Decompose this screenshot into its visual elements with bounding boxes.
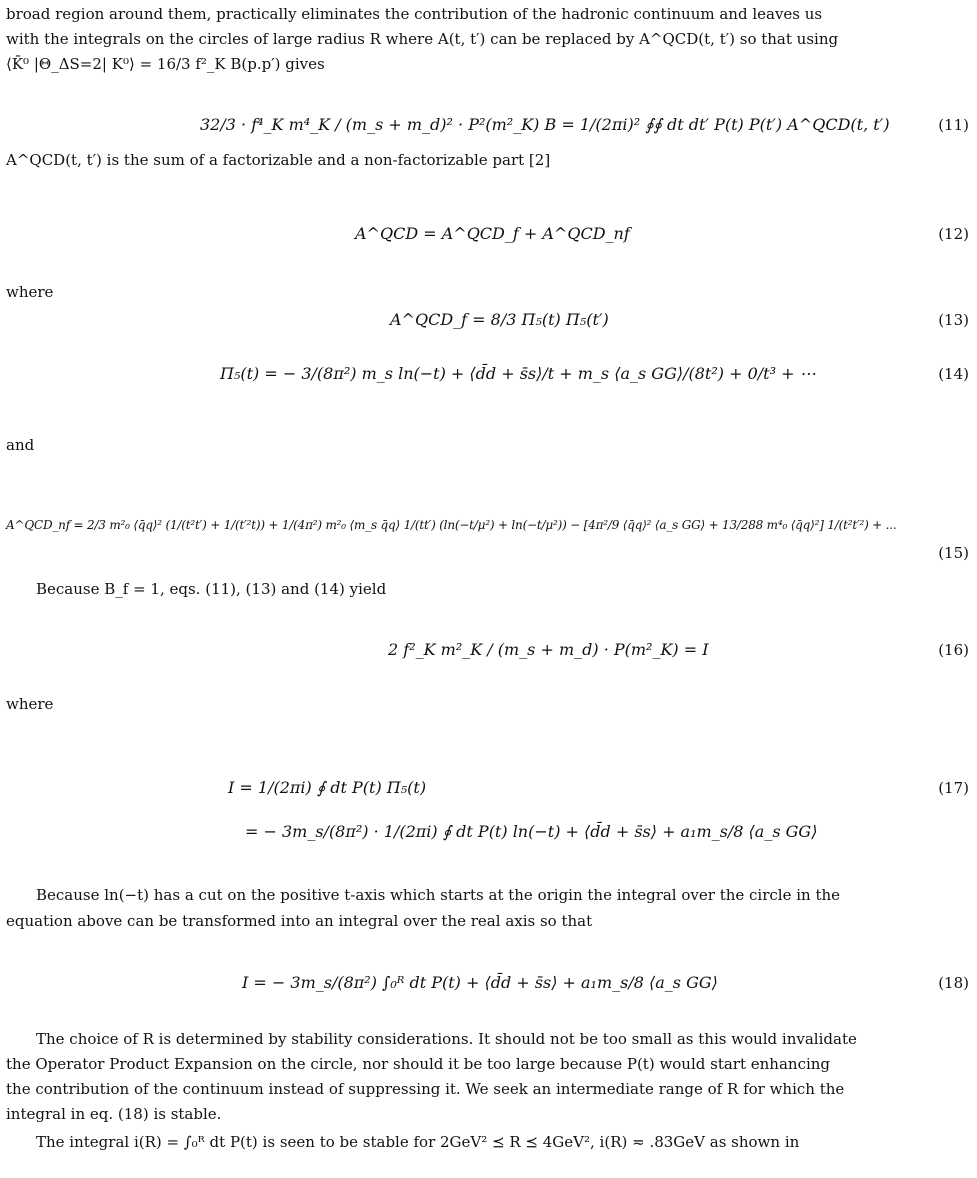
equation-15-number: (15): [938, 544, 969, 562]
choice-line-2: the Operator Product Expansion on the circle, nor should it be too large because P(t) would start enhancing: [6, 1055, 831, 1073]
intro-line-2: with the integrals on the circles of large radius R where A(t, t′) can be replaced by A^QCD(t, t′) so that using: [6, 30, 839, 48]
equation-13: [0, 300, 977, 340]
equation-13-body: A^QCD_f = 8/3 Π₅(t) Π₅(t′): [390, 310, 609, 329]
equation-15-body: A^QCD_nf = 2/3 m²₀ ⟨q̄q⟩² (1/(t²t′) + 1/(t′²t)) + 1/(4π²) m²₀ ⟨m_s q̄q⟩ 1/(tt′) (ln(−t/μ²) + ln(−t/μ²)) − [4π²/9 ⟨q̄q⟩² ⟨a_s GG⟩ + 13/288 m⁴₀ ⟨q̄q⟩²] 1/(t²t′²) + ...: [6, 518, 897, 532]
because-paragraph-line-1: Because ln(−t) has a cut on the positive t-axis which starts at the origin the integral over the circle in the: [36, 886, 841, 904]
equation-18-number: (18): [938, 974, 969, 992]
where-label-1: where: [6, 283, 54, 301]
choice-line-1: The choice of R is determined by stability considerations. It should not be too small as this would invalidate: [36, 1030, 857, 1048]
because-line-1: Because B_f = 1, eqs. (11), (13) and (14) yield: [36, 580, 387, 598]
paragraph-after-11: A^QCD(t, t′) is the sum of a factorizable and a non-factorizable part [2]: [6, 151, 551, 169]
equation-17-line-2: = − 3m_s/(8π²) · 1/(2πi) ∮ dt P(t) ln(−t) + ⟨d̄d + s̄s⟩ + a₁m_s/8 ⟨a_s GG⟩: [245, 822, 818, 841]
intro-line-1: broad region around them, practically eliminates the contribution of the hadronic continuum and leaves us: [6, 5, 823, 23]
equation-13-number: (13): [938, 311, 969, 329]
equation-17: [0, 773, 977, 863]
equation-11-number: (11): [938, 116, 969, 134]
equation-12-number: (12): [938, 225, 969, 243]
equation-14: [0, 349, 977, 389]
equation-18: [0, 958, 977, 998]
equation-11-body: 32/3 · f⁴_K m⁴_K / (m_s + m_d)² · P²(m²_K) B = 1/(2πi)² ∮∮ dt dt′ P(t) P(t′) A^QCD(t, t′): [200, 115, 890, 134]
and-label: and: [6, 436, 35, 454]
equation-16-body: 2 f²_K m²_K / (m_s + m_d) · P(m²_K) = I: [388, 640, 709, 659]
equation-14-number: (14): [938, 365, 969, 383]
because-paragraph-line-2: equation above can be transformed into an integral over the real axis so that: [6, 912, 593, 930]
equation-16: [0, 625, 977, 665]
equation-14-body: Π₅(t) = − 3/(8π²) m_s ln(−t) + ⟨d̄d + s̄s⟩/t + m_s ⟨a_s GG⟩/(8t²) + 0/t³ + ⋯: [220, 364, 816, 383]
equation-17-line-1: I = 1/(2πi) ∮ dt P(t) Π₅(t): [228, 778, 427, 797]
choice-line-4: integral in eq. (18) is stable.: [6, 1105, 222, 1123]
where-label-2: where: [6, 695, 54, 713]
choice-line-3: the contribution of the continuum instead of suppressing it. We seek an intermediate range of R for which the: [6, 1080, 845, 1098]
intro-line-3: ⟨K̄⁰ |Θ_ΔS=2| K⁰⟩ = 16/3 f²_K B(p.p′) gives: [6, 55, 325, 73]
equation-12: [0, 214, 977, 254]
equation-11: [0, 100, 977, 140]
equation-18-body: I = − 3m_s/(8π²) ∫₀ᴿ dt P(t) + ⟨d̄d + s̄s⟩ + a₁m_s/8 ⟨a_s GG⟩: [242, 973, 718, 992]
equation-12-body: A^QCD = A^QCD_f + A^QCD_nf: [355, 224, 630, 243]
equation-16-number: (16): [938, 641, 969, 659]
final-line: The integral i(R) = ∫₀ᴿ dt P(t) is seen to be stable for 2GeV² ⪯ R ⪯ 4GeV², i(R) ≂ .83GeV as shown in: [36, 1133, 800, 1151]
equation-15: [0, 500, 977, 566]
equation-17-number: (17): [938, 779, 969, 797]
